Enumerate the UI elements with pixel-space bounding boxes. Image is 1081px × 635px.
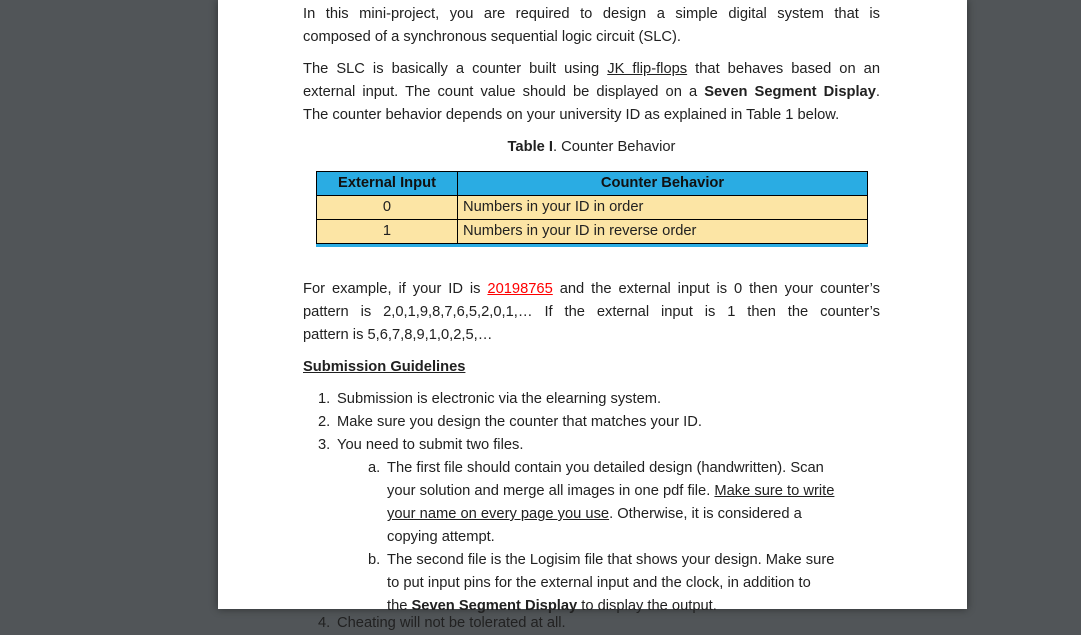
page-content [218, 0, 967, 635]
table-header-row [317, 172, 868, 196]
underlined-warning: your name on every page you use [387, 506, 610, 522]
text-segment: your solution and merge all images in one pdf file. [387, 483, 715, 499]
table-cell: Numbers in your ID in order [458, 196, 868, 220]
underlined-term: JK flip-flops [607, 61, 688, 77]
list-marker: 3. [318, 437, 331, 453]
text-line [303, 58, 880, 81]
list-item-text: The first file should contain you detailed design (handwritten). Scan [387, 460, 824, 476]
list-item-text: Submission is electronic via the elearning system. [337, 391, 662, 407]
table-header-cell: Counter Behavior [458, 172, 868, 196]
sub-list-item-b-line [303, 572, 880, 595]
list-item-text: Cheating will not be tolerated at all. [337, 615, 566, 631]
text-segment: . Otherwise, it is considered a [609, 506, 802, 522]
sub-list-item-a-line [303, 480, 880, 503]
text-segment: external input. The count value should be displayed on a [303, 84, 705, 100]
list-item-text: The second file is the Logisim file that shows your design. Make sure [387, 552, 835, 568]
sub-list-item-b [303, 549, 880, 572]
list-item [303, 388, 880, 411]
table-cell: 1 [317, 220, 458, 244]
document-page [218, 0, 967, 631]
text-line [303, 3, 880, 26]
text-segment: to put input pins for the external input and the clock, in addition to [387, 575, 811, 591]
student-id-highlight: 20198765 [487, 281, 553, 297]
heading-text: Submission Guidelines [303, 359, 466, 375]
bold-term: Seven Segment Display [411, 598, 578, 614]
list-marker: 4. [318, 615, 331, 631]
text-segment: and the external input is 0 then your counter’s [552, 281, 880, 297]
list-item-text: Make sure you design the counter that matches your ID. [337, 414, 702, 430]
caption-text: . Counter Behavior [552, 139, 676, 155]
text-segment: that behaves based on an [687, 61, 880, 77]
table-header-cell: External Input [317, 172, 458, 196]
list-item [303, 411, 880, 434]
guidelines-list [303, 388, 880, 635]
sub-list-item-a-line [303, 503, 880, 526]
paragraph-intro [303, 3, 880, 49]
text-line [303, 301, 880, 324]
submission-guidelines-heading [303, 356, 880, 379]
list-marker: a. [368, 460, 381, 476]
text-line [303, 278, 880, 301]
table-row [317, 220, 868, 244]
text-segment: the [387, 598, 412, 614]
text-line [303, 26, 880, 49]
text-segment: The counter behavior depends on your university ID as explained in Table 1 below. [303, 107, 840, 123]
list-marker: 1. [318, 391, 331, 407]
table-caption [303, 136, 880, 159]
text-segment: pattern is 5,6,7,8,9,1,0,2,5,… [303, 327, 493, 343]
list-item-text: You need to submit two files. [337, 437, 524, 453]
text-segment: The SLC is basically a counter built using [303, 61, 608, 77]
text-line [303, 104, 880, 127]
list-item [303, 434, 880, 457]
caption-label: Table I [507, 139, 553, 155]
bold-term: Seven Segment Display [704, 84, 876, 100]
text-segment: copying attempt. [387, 529, 495, 545]
list-marker: b. [368, 552, 381, 568]
counter-behavior-table [316, 171, 868, 247]
list-marker: 2. [318, 414, 331, 430]
text-segment: . [875, 84, 880, 100]
list-item-clipped [303, 612, 880, 635]
text-segment: composed of a synchronous sequential logic circuit (SLC). [303, 29, 681, 45]
sub-list-item-a [303, 457, 880, 480]
text-segment: to display the output. [577, 598, 717, 614]
table-cell: Numbers in your ID in reverse order [458, 220, 868, 244]
underlined-warning: Make sure to write [714, 483, 835, 499]
table-cell: 0 [317, 196, 458, 220]
table-row [317, 196, 868, 220]
text-segment: pattern is 2,0,1,9,8,7,6,5,2,0,1,… If the external input is 1 then the counter’s [303, 304, 880, 320]
text-segment: For example, if your ID is [303, 281, 488, 297]
text-line [303, 81, 880, 104]
table-bottom-accent [316, 244, 868, 247]
sub-list-item-a-line [303, 526, 880, 549]
paragraph-slc-description [303, 58, 880, 127]
text-line [303, 324, 880, 347]
text-segment: In this mini-project, you are required to design a simple digital system that is [303, 6, 880, 22]
paragraph-example [303, 278, 880, 347]
